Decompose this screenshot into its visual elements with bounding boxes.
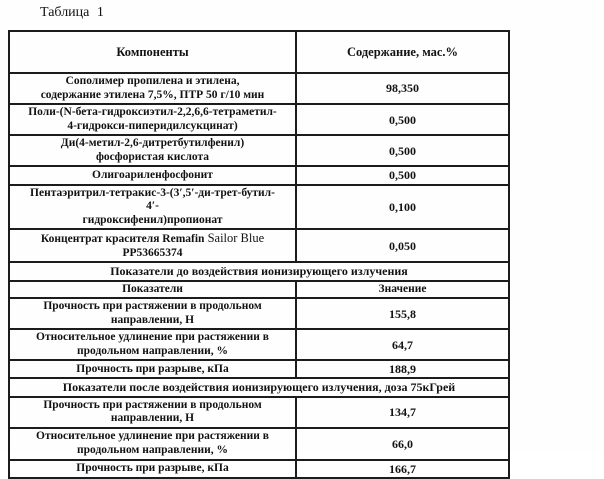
header-content: Содержание, мас.% (296, 31, 509, 73)
indicators-header-row (9, 281, 509, 299)
table-row (9, 104, 509, 135)
indicator-name-cell: Прочность при разрыве, кПа (9, 460, 296, 478)
header-indicators: Показатели (9, 281, 296, 299)
section-caption-before: Показатели до воздействия ионизирующего излучения (9, 262, 509, 280)
table-row (9, 229, 509, 262)
indicator-name-cell: Относительное удлинение при растяжении в продольном направлении, % (9, 428, 296, 460)
component-name-cell: Олигоариленфосфонит (9, 166, 296, 184)
colorant-name-bold: Концентрат красителя Remafin (40, 233, 205, 246)
colorant-code: PP53665374 (122, 246, 183, 259)
component-name-cell: Поли-(N-бета-гидроксиэтил-2,2,6,6-тетраметил- 4-гидрокси-пиперидилсукцинат) (9, 104, 296, 135)
indicator-value-cell: 66,0 (296, 428, 509, 460)
colorant-name-regular: Sailor Blue (204, 231, 265, 246)
table-row (9, 329, 509, 360)
table-row (9, 185, 509, 230)
table-row (9, 460, 509, 478)
indicator-name-cell: Прочность при растяжении в продольном направлении, Н (9, 397, 296, 428)
section-caption-after: Показатели после воздействия ионизирующего излучения, доза 75кГрей (9, 378, 509, 396)
table-header-row (9, 31, 509, 73)
component-value-cell: 0,500 (296, 104, 509, 135)
component-name-cell: Сополимер пропилена и этилена, содержание этилена 7,5%, ПТР 50 г/10 мин (9, 73, 296, 104)
header-value: Значение (296, 281, 509, 299)
component-name-cell: Пентаэритрил-тетракис-3-(3′,5′-ди-трет-бутил- 4′- гидроксифенил)пропионат (9, 185, 296, 230)
header-components: Компоненты (9, 31, 296, 73)
indicator-value-cell: 134,7 (296, 397, 509, 428)
indicator-value-cell: 188,9 (296, 360, 509, 378)
section-caption-row (9, 378, 509, 396)
table-row (9, 166, 509, 184)
composition-table (8, 30, 510, 479)
indicator-value-cell: 155,8 (296, 298, 509, 329)
table-row (9, 73, 509, 104)
indicator-name-cell: Относительное удлинение при растяжении в продольном направлении, % (9, 329, 296, 360)
indicator-value-cell: 64,7 (296, 329, 509, 360)
component-value-cell: 0,500 (296, 166, 509, 184)
table-row (9, 298, 509, 329)
component-value-cell: 0,100 (296, 185, 509, 230)
component-value-cell: 98,350 (296, 73, 509, 104)
component-name-cell (9, 229, 296, 262)
component-value-cell: 0,500 (296, 135, 509, 166)
table-title: Таблица 1 (40, 5, 104, 20)
component-name-cell: Ди(4-метил-2,6-дитретбутилфенил) фосфористая кислота (9, 135, 296, 166)
section-caption-row (9, 262, 509, 280)
table-row (9, 135, 509, 166)
table-row (9, 428, 509, 460)
table-row (9, 360, 509, 378)
component-value-cell: 0,050 (296, 229, 509, 262)
indicator-name-cell: Прочность при растяжении в продольном направлении, Н (9, 298, 296, 329)
indicator-name-cell: Прочность при разрыве, кПа (9, 360, 296, 378)
indicator-value-cell: 166,7 (296, 460, 509, 478)
table-row (9, 397, 509, 428)
